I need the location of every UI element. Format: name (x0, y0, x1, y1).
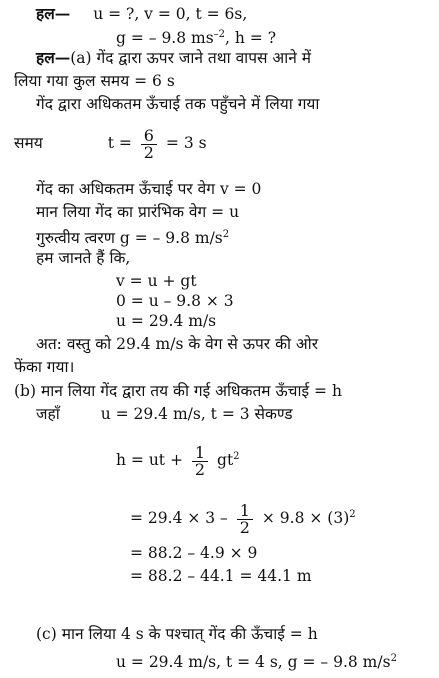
given-height: , h = ? (225, 29, 277, 47)
part-a-line-1 (36, 48, 311, 68)
velocity-at-max-line: गेंद का अधिकतम ऊँचाई पर वेग v = 0 (36, 180, 262, 198)
time-equation (14, 125, 207, 161)
height-step-2: = 88.2 – 44.1 = 44.1 m (130, 567, 312, 585)
height-formula-exponent: 2 (233, 451, 240, 462)
equation-1: v = u + gt (116, 272, 197, 290)
substitution-left: = 29.4 × 3 – (130, 509, 228, 527)
time-fraction-denominator: 2 (143, 142, 154, 162)
part-c-heading: (c) मान लिया 4 s के पश्चात् गेंद की ऊँचाई = h (36, 625, 318, 643)
half-denominator: 2 (194, 459, 206, 479)
given-line-2 (116, 25, 276, 48)
solution-label: हल— (36, 4, 71, 23)
given-gravity: g = – 9.8 ms (116, 29, 214, 47)
given-values-1: u = ?, v = 0, t = 6s, (93, 5, 248, 23)
height-step-1: = 88.2 – 4.9 × 9 (130, 544, 258, 562)
part-a-line-2: लिया गया कुल समय = 6 s (14, 72, 175, 90)
solution-label-2: हल— (36, 48, 71, 67)
height-substitution (130, 495, 356, 538)
given-gravity-exponent: –2 (213, 29, 226, 40)
height-formula-right: gt (217, 451, 234, 469)
part-c-values: u = 29.4 m/s, t = 4 s, g = – 9.8 m/s (116, 653, 391, 671)
part-a-text-1: (a) गेंद द्वारा ऊपर जाने तथा वापस आने में (70, 49, 312, 67)
equation-2: 0 = u – 9.8 × 3 (116, 292, 234, 310)
substitution-right: × 9.8 × (3) (261, 509, 350, 527)
where-label: जहाँ (36, 405, 60, 423)
substitution-denominator: 2 (239, 517, 250, 537)
gravity-text: गुरुत्वीय त्वरण g = – 9.8 m/s (36, 229, 223, 247)
part-c-exponent: 2 (390, 653, 397, 664)
substitution-numerator: 1 (237, 503, 253, 520)
height-formula-left: h = ut + (116, 451, 183, 469)
part-b-values: u = 29.4 m/s, t = 3 सेकण्ड (100, 405, 293, 423)
equation-3: u = 29.4 m/s (116, 312, 217, 330)
initial-velocity-line: मान लिया गेंद का प्रारंभिक वेग = u (36, 203, 240, 221)
half-numerator: 1 (192, 445, 208, 462)
half-fraction (192, 442, 208, 479)
we-know-line: हम जानते हैं कि, (36, 249, 131, 267)
substitution-fraction (237, 500, 253, 537)
part-b-given (36, 404, 293, 424)
gravity-line (36, 225, 229, 248)
height-formula (116, 437, 240, 480)
conclusion-line-2: फेंका गया। (14, 358, 75, 376)
conclusion-line-1: अत: वस्तु को 29.4 m/s के वेग से ऊपर की ओर (36, 335, 319, 353)
gravity-exponent: 2 (222, 229, 230, 240)
time-var: t = (107, 134, 132, 152)
part-a-line-3: गेंद द्वारा अधिकतम ऊँचाई तक पहुँचने में लिया गया (36, 95, 320, 113)
part-b-heading: (b) मान लिया गेंद द्वारा तय की गई अधिकतम ऊँचाई = h (14, 382, 342, 400)
part-c-given (116, 649, 397, 672)
time-result: = 3 s (165, 134, 207, 152)
time-label: समय (14, 134, 43, 152)
time-fraction-numerator: 6 (141, 128, 157, 145)
time-fraction (141, 125, 157, 162)
given-line-1 (36, 4, 247, 24)
substitution-exponent: 2 (349, 509, 356, 520)
